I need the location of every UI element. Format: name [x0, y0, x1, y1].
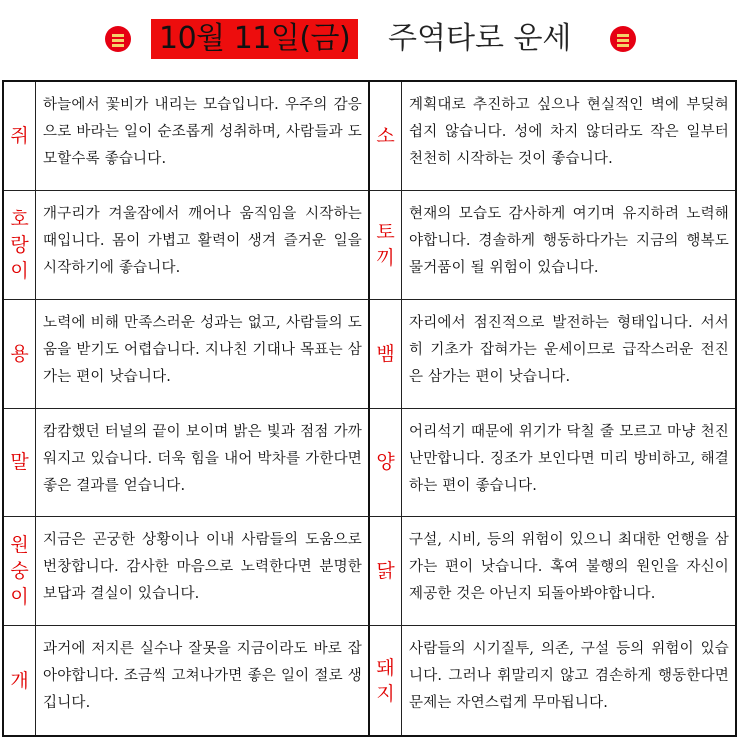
zodiac-animal-label: [4, 626, 36, 735]
date-label: 10월 11일(금): [151, 19, 358, 59]
zodiac-animal-char: 닭: [376, 560, 395, 583]
zodiac-animal-char: 소: [376, 124, 395, 147]
zodiac-animal-char: 용: [10, 342, 29, 365]
zodiac-animal-label: [370, 82, 402, 191]
zodiac-animal-label: [4, 300, 36, 409]
zodiac-animal-label: [370, 191, 402, 300]
zodiac-animal-char: 이: [10, 586, 29, 609]
zodiac-animal-char: 이: [10, 259, 29, 282]
lucky-coin-icon: [610, 26, 636, 52]
zodiac-animal-label: [370, 517, 402, 626]
fortune-text: 캄캄했던 터널의 끝이 보이며 밝은 빛과 점점 가까워지고 있습니다. 더욱 힘을 내어 박차를 가한다면 좋은 결과를 얻습니다.: [43, 423, 362, 494]
fortune-text-cell: [36, 409, 370, 518]
zodiac-animal-label: [4, 191, 36, 300]
header: [0, 14, 743, 66]
zodiac-animal-char: 뱀: [376, 342, 395, 365]
fortune-text-cell: [402, 191, 735, 300]
zodiac-animal-label: [370, 300, 402, 409]
fortune-text: 어리석기 때문에 위기가 닥칠 줄 모르고 마냥 천진난만합니다. 징조가 보인다면 미리 방비하고, 해결하는 편이 좋습니다.: [409, 423, 729, 494]
zodiac-animal-char: 양: [376, 451, 395, 474]
zodiac-animal-char: 끼: [376, 246, 395, 269]
fortune-text-cell: [36, 191, 370, 300]
fortune-text: 계획대로 추진하고 싶으나 현실적인 벽에 부딪혀 쉽지 않습니다. 성에 차지 않더라도 작은 일부터 천천히 시작하는 것이 좋습니다.: [409, 97, 729, 167]
zodiac-animal-char: 개: [10, 669, 29, 692]
zodiac-animal-char: 돼: [376, 656, 395, 679]
fortune-text-cell: [402, 82, 735, 191]
zodiac-animal-char: 호: [10, 207, 29, 230]
fortune-text-cell: [402, 517, 735, 626]
fortune-text-cell: [36, 82, 370, 191]
fortune-text: 하늘에서 꽃비가 내리는 모습입니다. 우주의 감응으로 바라는 일이 순조롭게 성취하며, 사람들과 도모할수록 좋습니다.: [43, 97, 362, 167]
zodiac-animal-label: [4, 82, 36, 191]
zodiac-animal-char: 쥐: [10, 124, 29, 147]
fortune-text-cell: [402, 300, 735, 409]
fortune-text: 현재의 모습도 감사하게 여기며 유지하려 노력해야합니다. 경솔하게 행동하다가는 지금의 행복도 물거품이 될 위험이 있습니다.: [409, 205, 729, 276]
fortune-text-cell: [36, 626, 370, 735]
zodiac-animal-label: [370, 409, 402, 518]
fortune-text-cell: [402, 626, 735, 735]
zodiac-animal-label: [4, 409, 36, 518]
fortune-text: 노력에 비해 만족스러운 성과는 없고, 사람들의 도움을 받기도 어렵습니다. 지나친 기대나 목표는 삼가는 편이 낫습니다.: [43, 314, 362, 385]
fortune-text: 지금은 곤궁한 상황이나 이내 사람들의 도움으로 번창합니다. 감사한 마음으로 노력한다면 분명한 보답과 결실이 있습니다.: [43, 532, 362, 603]
fortune-table: [2, 80, 737, 737]
fortune-text-cell: [402, 409, 735, 518]
fortune-text-cell: [36, 517, 370, 626]
fortune-text: 구설, 시비, 등의 위험이 있으니 최대한 언행을 삼가는 편이 낫습니다. 혹여 불행의 원인을 자신이 제공한 것은 아닌지 되돌아봐야합니다.: [409, 532, 729, 603]
fortune-text: 개구리가 겨울잠에서 깨어나 움직임을 시작하는 때입니다. 몸이 가볍고 활력이 생겨 즐거운 일을 시작하기에 좋습니다.: [43, 205, 362, 276]
lucky-coin-icon: [105, 26, 131, 52]
fortune-text-cell: [36, 300, 370, 409]
zodiac-animal-char: 말: [10, 451, 29, 474]
zodiac-animal-char: 랑: [10, 233, 29, 256]
zodiac-animal-label: [4, 517, 36, 626]
zodiac-animal-char: 토: [376, 220, 395, 243]
zodiac-animal-label: [370, 626, 402, 735]
fortune-text: 자리에서 점진적으로 발전하는 형태입니다. 서서히 기초가 잡혀가는 운세이므로 급작스러운 전진은 삼가는 편이 낫습니다.: [409, 314, 729, 385]
fortune-text: 과거에 저지른 실수나 잘못을 지금이라도 바로 잡아야합니다. 조금씩 고쳐나가면 좋은 일이 절로 생깁니다.: [43, 641, 362, 712]
page-title: 주역타로 운세: [388, 21, 572, 56]
zodiac-animal-char: 지: [376, 682, 395, 705]
zodiac-animal-char: 숭: [10, 560, 29, 583]
zodiac-animal-char: 원: [10, 534, 29, 557]
fortune-text: 사람들의 시기질투, 의존, 구설 등의 위험이 있습니다. 그러나 휘말리지 않고 겸손하게 행동한다면 문제는 자연스럽게 무마됩니다.: [409, 641, 729, 712]
